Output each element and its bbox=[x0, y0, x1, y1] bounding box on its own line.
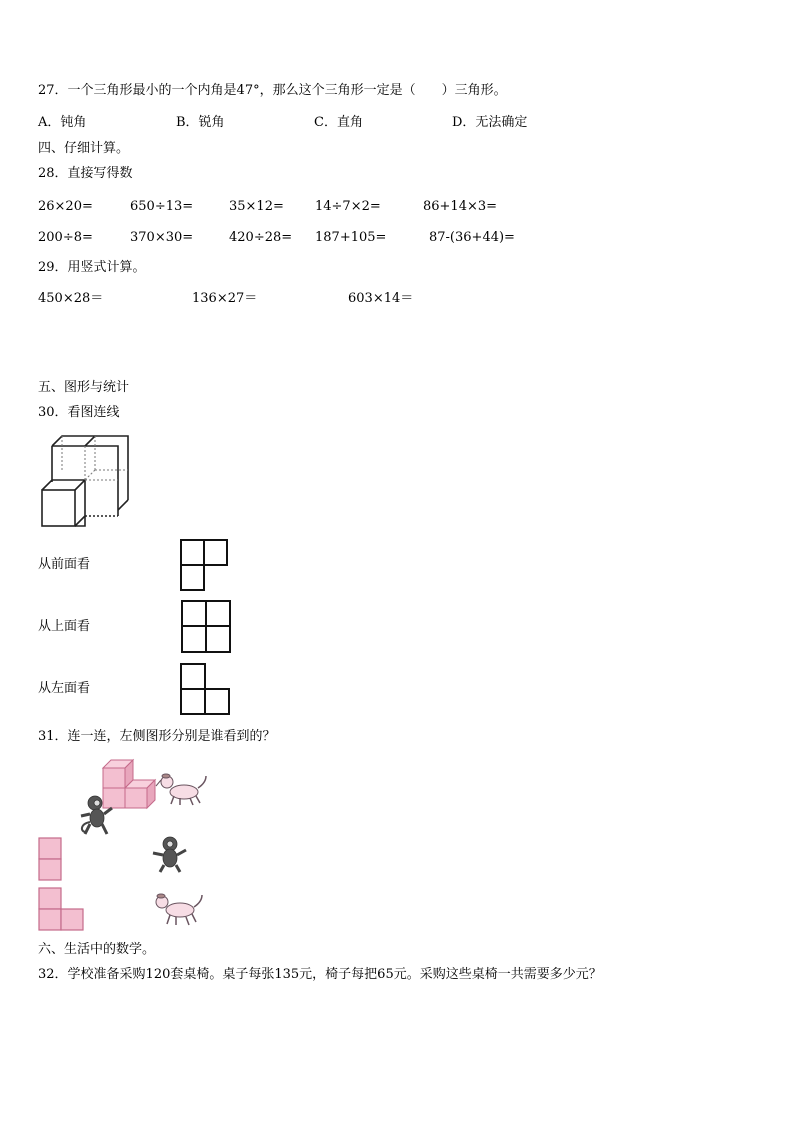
q28-item: 370×30= bbox=[130, 230, 194, 245]
q28-item: 650÷13= bbox=[130, 199, 194, 214]
section-4-heading: 四、仔细计算。 bbox=[38, 141, 130, 156]
section-6-heading: 六、生活中的数学。 bbox=[38, 942, 156, 957]
view-label-top: 从上面看 bbox=[38, 619, 91, 634]
question-31-stem: 31．连一连，左侧图形分别是谁看到的？ bbox=[38, 729, 276, 744]
question-27-stem: 27．一个三角形最小的一个内角是47°，那么这个三角形一定是（ ）三角形。 bbox=[38, 83, 507, 98]
question-32-stem: 32．学校准备采购120套桌椅。桌子每张135元，椅子每把65元。采购这些桌椅一共需要多少元？ bbox=[38, 967, 602, 982]
q28-item: 86+14×3= bbox=[423, 199, 498, 214]
view-shape-column bbox=[36, 836, 66, 884]
cube-stack-figure bbox=[36, 432, 132, 530]
q28-item: 200÷8= bbox=[38, 230, 93, 245]
q28-item: 14÷7×2= bbox=[315, 199, 381, 214]
top-view-option bbox=[179, 599, 233, 655]
q28-item: 187+105= bbox=[315, 230, 387, 245]
question-28-stem: 28．直接写得数 bbox=[38, 166, 133, 181]
front-view-option bbox=[178, 538, 230, 592]
dog-figure bbox=[156, 774, 206, 805]
view-label-left: 从左面看 bbox=[38, 681, 91, 696]
q28-item: 35×12= bbox=[229, 199, 284, 214]
q27-option-d: D．无法确定 bbox=[452, 115, 528, 130]
q28-item: 26×20= bbox=[38, 199, 93, 214]
monkey-icon bbox=[150, 834, 190, 874]
q28-item: 420÷28= bbox=[229, 230, 293, 245]
left-view-option bbox=[178, 662, 232, 718]
q29-item: 136×27＝ bbox=[192, 291, 258, 306]
q29-item: 603×14＝ bbox=[348, 291, 414, 306]
question-29-stem: 29．用竖式计算。 bbox=[38, 260, 146, 275]
question-30-stem: 30．看图连线 bbox=[38, 405, 120, 420]
q27-option-c: C．直角 bbox=[314, 115, 363, 130]
dog-icon bbox=[150, 890, 204, 930]
q29-item: 450×28＝ bbox=[38, 291, 104, 306]
pink-cube-figure bbox=[76, 758, 212, 838]
view-label-front: 从前面看 bbox=[38, 557, 91, 572]
view-shape-l bbox=[36, 886, 86, 934]
q28-item: 87-(36+44)= bbox=[429, 230, 515, 245]
section-5-heading: 五、图形与统计 bbox=[38, 380, 130, 395]
q27-option-b: B．锐角 bbox=[176, 115, 225, 130]
q27-option-a: A．钝角 bbox=[38, 115, 87, 130]
